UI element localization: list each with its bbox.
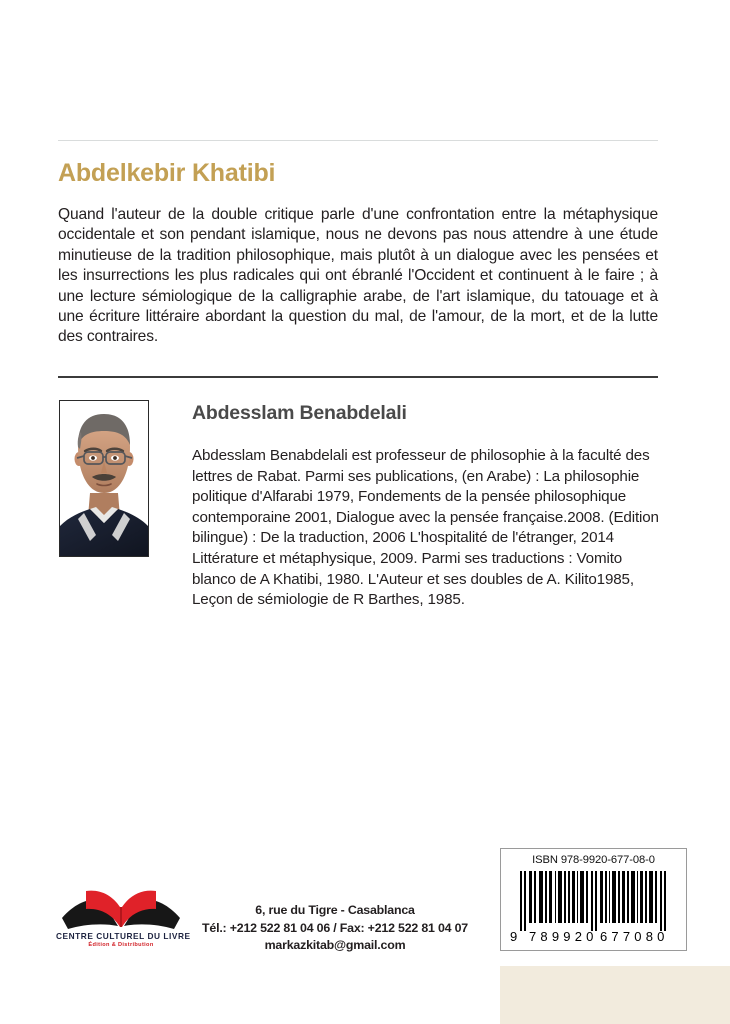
benabdelali-heading: Abdesslam Benabdelali — [192, 402, 407, 424]
khatibi-heading: Abdelkebir Khatibi — [58, 159, 276, 187]
contact-address: 6, rue du Tigre - Casablanca — [255, 903, 415, 917]
publisher-tagline: Édition & Distribution — [88, 942, 154, 948]
divider-top — [58, 140, 658, 141]
contact-phone-fax: Tél.: +212 522 81 04 06 / Fax: +212 522 81 04 07 — [202, 920, 468, 935]
portrait-illustration — [60, 401, 148, 556]
open-book-icon — [56, 882, 186, 934]
barcode-digits-group2: 677080 — [599, 929, 669, 943]
barcode-digit-left: 9 — [509, 929, 517, 943]
barcode-block — [500, 848, 687, 951]
barcode-digits-group1: 789920 — [528, 929, 598, 943]
publisher-logo — [56, 882, 191, 954]
benabdelali-description: Abdesslam Benabdelali est professeur de philosophie à la faculté des lettres de Rabat. Parmi ses publications, (en Arabe) : La philosophie politique d'Alfarabi 1979, Fondements de la pensée philosophique contemporaine 2001, Dialogue avec la pensée française.2008. (Edition bilingue) : De la traduction, 2006 L'hospitalité de l'étranger, 2014 Littérature et métaphysique, 2009. Parmi ses traductions : Vomito blanco de A Khatibi, 1980. L'Auteur et ses doubles de A. Kilito1985, Leçon de sémiologie de R Barthes, 1985. — [192, 447, 659, 609]
contact-block — [180, 902, 490, 955]
beige-decorative-block — [500, 966, 730, 1024]
author-portrait — [59, 400, 149, 557]
divider-middle — [58, 376, 658, 378]
publisher-name: CENTRE CULTUREL DU LIVRE — [56, 931, 191, 941]
ean13-barcode-icon — [510, 869, 678, 943]
contact-email: markazkitab@gmail.com — [264, 938, 406, 952]
khatibi-description: Quand l'auteur de la double critique parle d'une confrontation entre la métaphysique occidentale et son pendant islamique, nous ne devons pas nous attendre à une étude minutieuse de la tradition philosophique, mais plutôt à un dialogue avec les pensées et les insurrections les plus radicales qui ont ébranlé l'Occident et continuent à le faire ; à une lecture sémiologique de la calligraphie arabe, de l'art islamique, du tatouage et à une écriture littéraire abordant la question du mal, de l'amour, de la mort, et de la lutte des contraires. — [58, 206, 658, 346]
isbn-label: ISBN 978-9920-677-08-0 — [532, 854, 655, 866]
